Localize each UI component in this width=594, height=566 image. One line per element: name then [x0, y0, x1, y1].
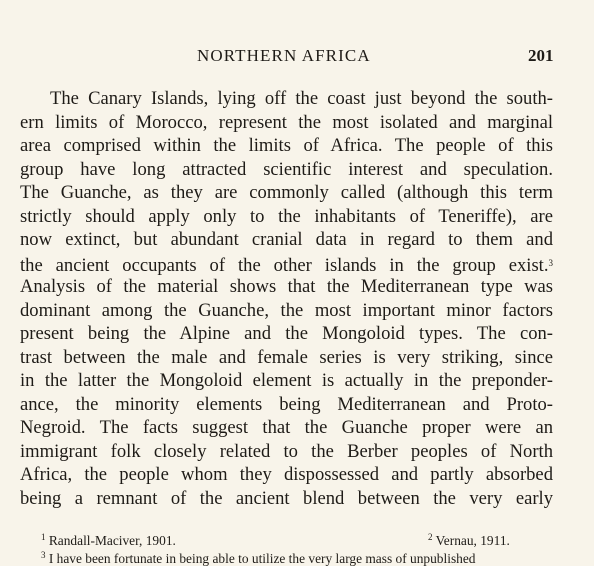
text-line: area comprised within the limits of Africa. The people of this — [20, 135, 553, 156]
text-line: being a remnant of the ancient blend between the very early — [20, 487, 553, 509]
text-line: in the latter the Mongoloid element is actually in the preponder- — [20, 370, 553, 391]
text-line: Analysis of the material shows that the Mediterranean type was — [20, 276, 553, 297]
footnote-text: Vernau, 1911. — [435, 533, 510, 548]
page-number: 201 — [528, 46, 554, 65]
text-line: group have long attracted scientific interest and speculation. — [20, 158, 553, 180]
text-line-with-footnote — [20, 252, 553, 276]
text-line: strictly should apply only to the inhabitants of Teneriffe), are — [20, 205, 553, 227]
text-line-content: the ancient occupants of the other islands in the group exist. — [20, 254, 549, 275]
text-line: present being the Alpine and the Mongoloid types. The con- — [20, 323, 553, 344]
text-line: The Canary Islands, lying off the coast just beyond the south- — [50, 88, 553, 109]
text-line: now extinct, but abundant cranial data in regard to them and — [20, 229, 553, 250]
text-line: The Guanche, as they are commonly called (although this term — [20, 182, 553, 203]
footnote-row — [20, 546, 580, 564]
running-title: NORTHERN AFRICA — [197, 46, 371, 65]
footnotes — [20, 528, 580, 564]
footnote-mark: 2 — [428, 532, 433, 542]
page-header — [0, 46, 594, 68]
text-line: trast between the male and female series is very striking, since — [20, 346, 553, 368]
footnote-mark: 3 — [41, 550, 46, 560]
text-line: ern limits of Morocco, represent the most isolated and marginal — [20, 111, 553, 133]
text-line: Africa, the people whom they dispossessed and partly absorbed — [20, 464, 553, 485]
footnote-row — [20, 528, 580, 546]
footnote-reference: 3 — [548, 257, 553, 268]
body-paragraph — [20, 87, 553, 510]
text-line: Negroid. The facts suggest that the Guanche proper were an — [20, 417, 553, 438]
text-line: dominant among the Guanche, the most important minor factors — [20, 299, 553, 321]
text-line: immigrant folk closely related to the Berber peoples of North — [20, 440, 553, 462]
footnote-mark: 1 — [41, 532, 46, 542]
footnote-text: Randall-Maciver, 1901. — [48, 533, 176, 548]
footnote-3 — [41, 546, 476, 566]
text-line: ance, the minority elements being Mediterranean and Proto- — [20, 393, 553, 415]
footnote-text: I have been fortunate in being able to utilize the very large mass of unpublished — [48, 551, 476, 566]
